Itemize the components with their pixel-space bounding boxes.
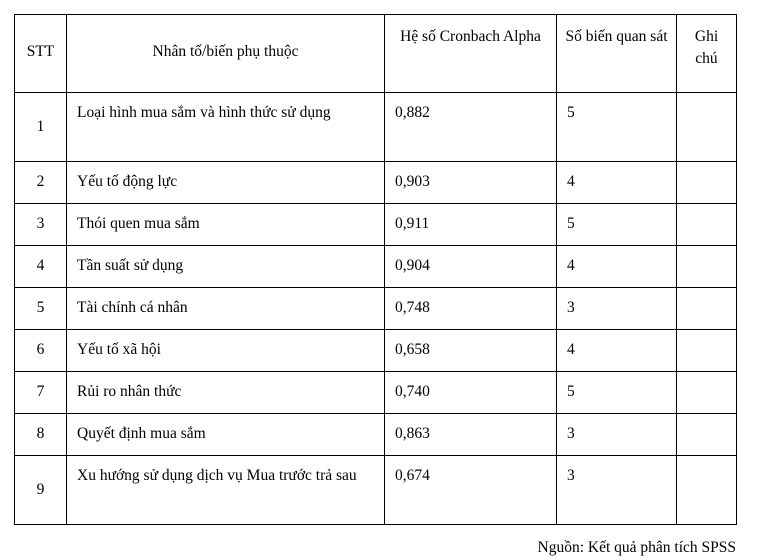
cell-stt: 8: [15, 414, 67, 456]
cell-stt: 9: [15, 456, 67, 525]
table-row: [15, 288, 737, 330]
cell-factor: Thói quen mua sắm: [67, 204, 385, 246]
column-header-note: Ghi chú: [677, 15, 737, 93]
table-body: [15, 93, 737, 525]
cell-factor: Rủi ro nhân thức: [67, 372, 385, 414]
cell-count: 5: [557, 204, 677, 246]
cell-count: 4: [557, 330, 677, 372]
cell-factor: Yếu tố động lực: [67, 162, 385, 204]
cell-stt: 6: [15, 330, 67, 372]
cell-factor: Xu hướng sử dụng dịch vụ Mua trước trả sau: [67, 456, 385, 525]
column-header-factor: Nhân tố/biến phụ thuộc: [67, 15, 385, 93]
cronbach-alpha-table: [14, 14, 737, 525]
cell-stt: 4: [15, 246, 67, 288]
cell-note: [677, 372, 737, 414]
column-header-alpha: Hệ số Cronbach Alpha: [385, 15, 557, 93]
cell-stt: 5: [15, 288, 67, 330]
table-row: [15, 330, 737, 372]
source-note: Nguồn: Kết quả phân tích SPSS: [537, 539, 736, 556]
table-row: [15, 456, 737, 525]
cell-stt: 7: [15, 372, 67, 414]
cell-note: [677, 204, 737, 246]
cell-factor: Tài chính cá nhân: [67, 288, 385, 330]
cell-note: [677, 246, 737, 288]
cell-stt: 1: [15, 93, 67, 162]
cell-alpha: 0,748: [385, 288, 557, 330]
cell-count: 3: [557, 414, 677, 456]
cell-alpha: 0,903: [385, 162, 557, 204]
cell-note: [677, 414, 737, 456]
cell-count: 5: [557, 93, 677, 162]
table-row: [15, 162, 737, 204]
cell-stt: 3: [15, 204, 67, 246]
table-row: [15, 93, 737, 162]
cell-note: [677, 93, 737, 162]
table-header: [15, 15, 737, 93]
column-header-stt: STT: [15, 15, 67, 93]
cell-note: [677, 456, 737, 525]
cell-count: 3: [557, 456, 677, 525]
cell-count: 3: [557, 288, 677, 330]
cell-stt: 2: [15, 162, 67, 204]
cell-note: [677, 330, 737, 372]
cell-alpha: 0,911: [385, 204, 557, 246]
cell-alpha: 0,740: [385, 372, 557, 414]
cell-alpha: 0,863: [385, 414, 557, 456]
cell-note: [677, 162, 737, 204]
cell-factor: Yếu tố xã hội: [67, 330, 385, 372]
cell-alpha: 0,674: [385, 456, 557, 525]
table-row: [15, 414, 737, 456]
table-row: [15, 204, 737, 246]
table-header-row: [15, 15, 737, 93]
cell-count: 5: [557, 372, 677, 414]
cell-factor: Quyết định mua sắm: [67, 414, 385, 456]
cell-count: 4: [557, 246, 677, 288]
cell-factor: Tần suất sử dụng: [67, 246, 385, 288]
cell-factor: Loại hình mua sắm và hình thức sử dụng: [67, 93, 385, 162]
cell-alpha: 0,658: [385, 330, 557, 372]
cell-alpha: 0,904: [385, 246, 557, 288]
column-header-count: Số biến quan sát: [557, 15, 677, 93]
cell-count: 4: [557, 162, 677, 204]
table-row: [15, 246, 737, 288]
table-row: [15, 372, 737, 414]
cell-note: [677, 288, 737, 330]
cell-alpha: 0,882: [385, 93, 557, 162]
